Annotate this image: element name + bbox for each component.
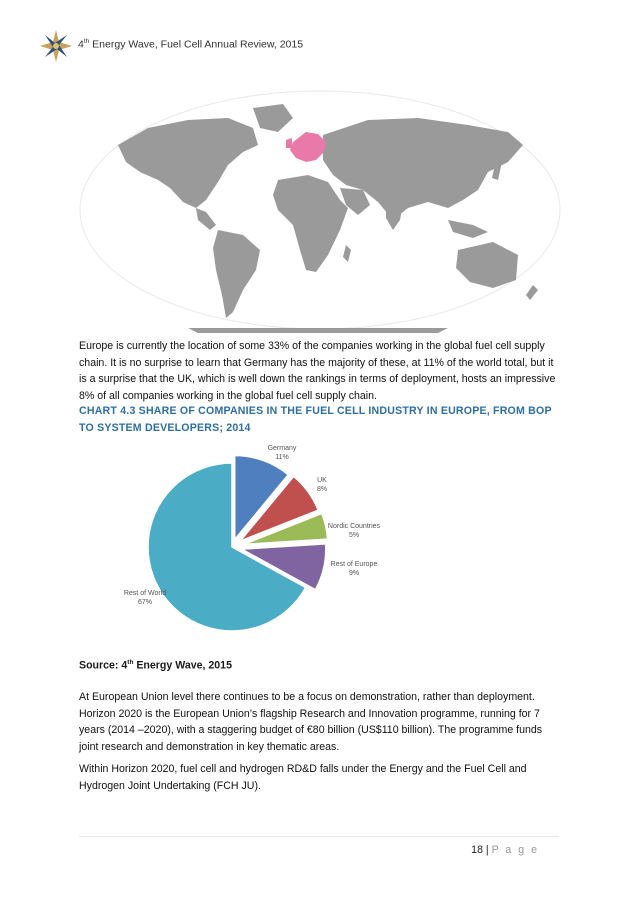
page-number: 18 <box>471 844 483 856</box>
europe-highlight <box>290 132 326 162</box>
pie-value-rest-of-europe: 9% <box>348 570 360 577</box>
fch-paragraph: Within Horizon 2020, fuel cell and hydrogen RD&D falls under the Energy and the Fuel Cell and Hydrogen Joint Undertaking (FCH JU). <box>79 763 527 792</box>
pie-value-nordic-countries: 5% <box>348 532 360 539</box>
header-title: 4th Energy Wave, Fuel Cell Annual Review, 2015 <box>78 38 304 51</box>
pie-value-rest-of-world: 67% <box>137 599 153 606</box>
page-footer: 18 | P a g e <box>471 844 539 856</box>
page-header <box>38 28 598 68</box>
horizon-paragraph: At European Union level there continues to be a focus on demonstration, rather than deployment. Horizon 2020 is the European Union’s flagship Research and Innovation programme, running for 7 years (2014 –2020), with a staggering budget of €80 billion (US$110 billion). The programme funds joint research and demonstration in key thematic areas. <box>79 691 543 753</box>
pie-label-nordic-countries: Nordic Countries <box>327 523 381 530</box>
map-landmass <box>118 104 538 333</box>
pie-label-germany: Germany <box>267 445 297 452</box>
chart-title: CHART 4.3 SHARE OF COMPANIES IN THE FUEL CELL INDUSTRY IN EUROPE, FROM BOP TO SYSTEM DEVELOPERS; 2014 <box>79 405 552 434</box>
footer-divider <box>79 836 559 837</box>
pie-label-uk: UK <box>317 477 327 484</box>
pie-chart <box>60 440 500 640</box>
intro-paragraph: Europe is currently the location of some 33% of the companies working in the global fuel cell supply chain. It is no surprise to learn that Germany has the majority of these, at 11% of the world total, but it is a surprise that the UK, which is well down the rankings in terms of deployment, hosts an impressive 8% of all companies working in the global fuel cell supply chain. <box>79 340 556 402</box>
pie-label-rest-of-world: Rest of World <box>123 590 167 597</box>
energy-wave-logo-icon <box>38 28 74 64</box>
pie-label-rest-of-europe: Rest of Europe <box>330 561 378 568</box>
page-word: P a g e <box>491 844 539 856</box>
chart-source: Source: 4th Energy Wave, 2015 <box>79 659 232 672</box>
pie-value-uk: 8% <box>316 486 328 493</box>
world-map <box>78 90 562 335</box>
pie-value-germany: 11% <box>275 454 289 461</box>
